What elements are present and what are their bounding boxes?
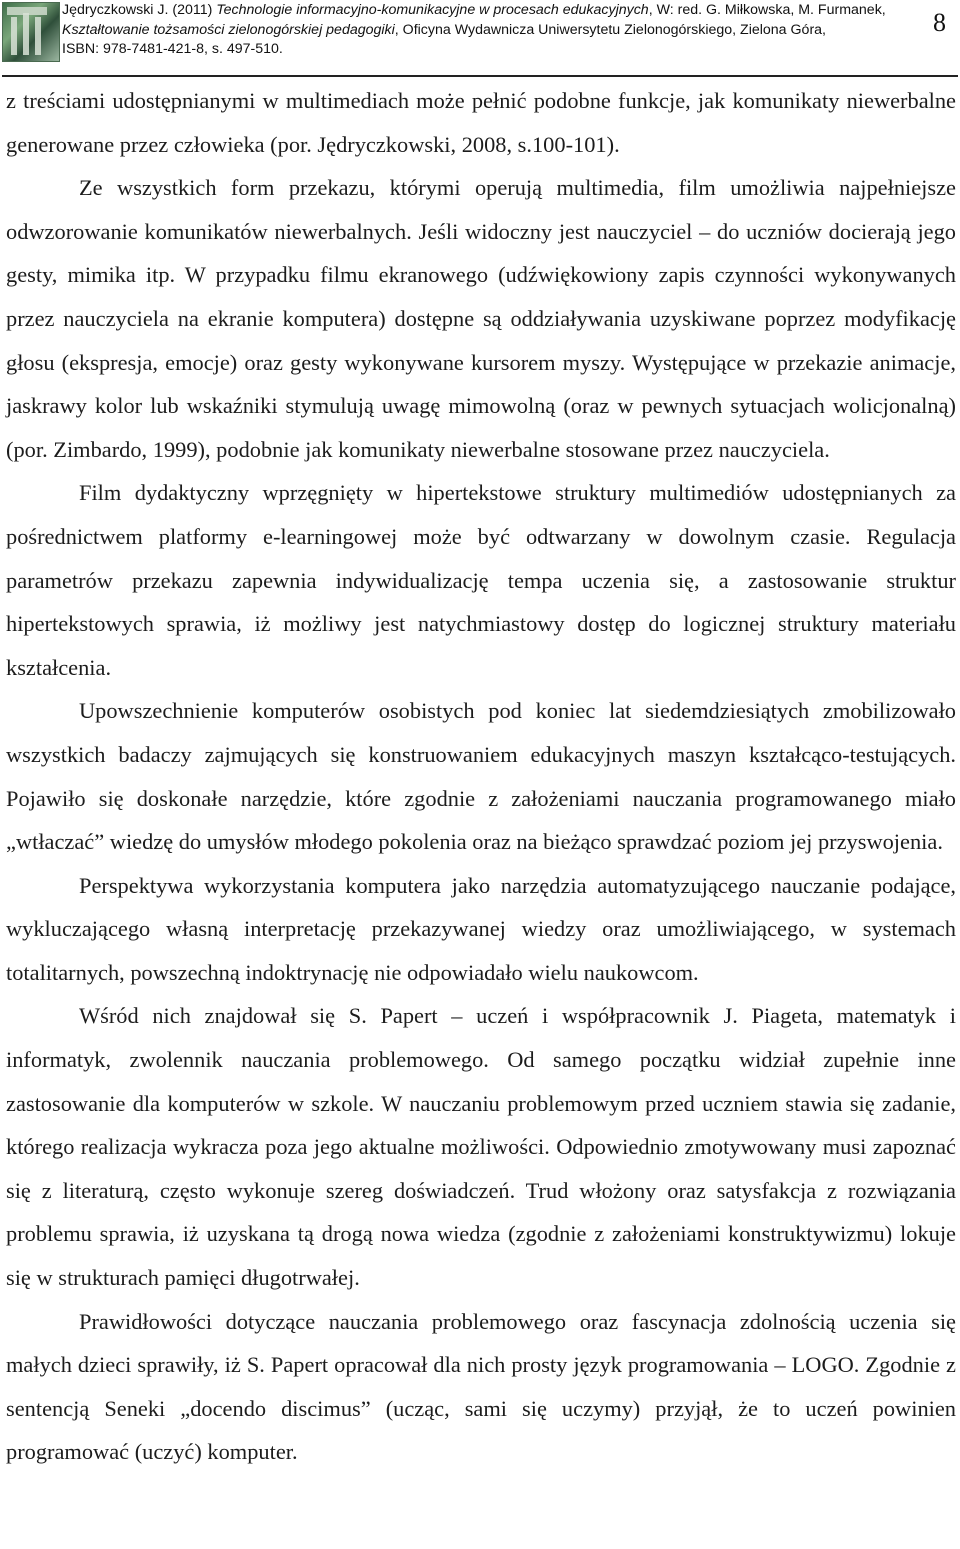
page-header bbox=[0, 0, 960, 76]
paragraph: Wśród nich znajdował się S. Papert – uczeń i współpracownik J. Piageta, matematyk i informatyk, zwolennik nauczania problemowego. Od samego początku widział zupełnie inne zastosowanie dla komputerów w szkole. W nauczaniu problemowym przed uczniem stawia się zadanie, którego realizacja wykracza poza jego aktualne możliwości. Odpowiednio zmotywowany musi zapoznać się z literaturą, często wykonuje szereg doświadczeń. Trud włożony oraz satysfakcja z rozwiązania problemu sprawia, iż uzyskana tą drogą nowa wiedza (zgodnie z założeniami konstruktywizmu) lokuje się w strukturach pamięci długotrwałej. bbox=[6, 1003, 956, 1291]
paragraph: Upowszechnienie komputerów osobistych pod koniec lat siedemdziesiątych zmobilizowało wszystkich badaczy zajmujących się konstruowaniem edukacyjnych maszyn kształcąco-testujących. Pojawiło się doskonałe narzędzie, które zgodnie z założeniami nauczania programowanego miało „wtłaczać” wiedzę do umysłów młodego pokolenia oraz na bieżąco sprawdzać poziom jej przyswojenia. bbox=[6, 698, 956, 855]
paragraph: Film dydaktyczny wprzęgnięty w hipertekstowe struktury multimediów udostępnianych za pośrednictwem platformy e-learningowej może być odtwarzany w dowolnym czasie. Regulacja parametrów przekazu zapewnia indywidualizację tempa uczenia się, a zastosowanie struktur hipertekstowych sprawia, iż możliwy jest natychmiastowy dostęp do logicznej struktury materiału kształcenia. bbox=[6, 480, 956, 680]
paragraph: Perspektywa wykorzystania komputera jako narzędzia automatyzującego nauczanie podające, wykluczającego własną interpretację przekazywanej wiedzy oraz umożliwiającego, w systemach totalitarnych, powszechną indoktrynację nie odpowiadało wielu naukowcom. bbox=[6, 872, 956, 985]
paragraph: z treściami udostępnianymi w multimediach może pełnić podobne funkcje, jak komunikaty niewerbalne generowane przez człowieka (por. Jędryczkowski, 2008, s.100-101). bbox=[6, 88, 956, 157]
paragraph: Prawidłowości dotyczące nauczania problemowego oraz fascynacja zdolnością uczenia się małych dzieci sprawiły, iż S. Papert opracował dla nich prosty język programowania – LOGO. Zgodnie z sentencją Seneki „docendo discimus” (ucząc, sami się uczymy) przyjął, że to uczeń powinien programować (uczyć) komputer. bbox=[6, 1308, 956, 1465]
body-text bbox=[6, 79, 956, 1474]
page-number: 8 bbox=[933, 8, 946, 37]
citation-header bbox=[62, 1, 892, 60]
citation-line-1: Jędryczkowski J. (2011) Technologie informacyjno-komunikacyjne w procesach edukacyjnych, W: red. G. Miłkowska, M. Furmanek, bbox=[62, 2, 886, 18]
header-divider bbox=[2, 75, 958, 77]
university-logo bbox=[2, 2, 60, 62]
paragraph: Ze wszystkich form przekazu, którymi operują multimedia, film umożliwia najpełniejsze odwzorowanie komunikatów niewerbalnych. Jeśli widoczny jest nauczyciel – do uczniów docierają jego gesty, mimika itp. W przypadku filmu ekranowego (udźwiękowiony zapis czynności wykonywanych przez nauczyciela na ekranie komputera) dostępne są oddziaływania uzyskiwane poprzez modyfikację głosu (ekspresja, emocje) oraz gesty wykonywane kursorem myszy. Występujące w przekazie animacje, jaskrawy kolor lub wskaźniki stymulują uwagę mimowolną (oraz w pewnych sytuacjach wolicjonalną) (por. Zimbardo, 1999), podobnie jak komunikaty niewerbalne stosowane przez nauczyciela. bbox=[6, 175, 956, 462]
citation-line-3: ISBN: 978-7481-421-8, s. 497-510. bbox=[62, 41, 283, 57]
citation-line-2: Kształtowanie tożsamości zielonogórskiej pedagogiki, Oficyna Wydawnicza Uniwersytetu Zielonogórskiego, Zielona Góra, bbox=[62, 21, 826, 38]
